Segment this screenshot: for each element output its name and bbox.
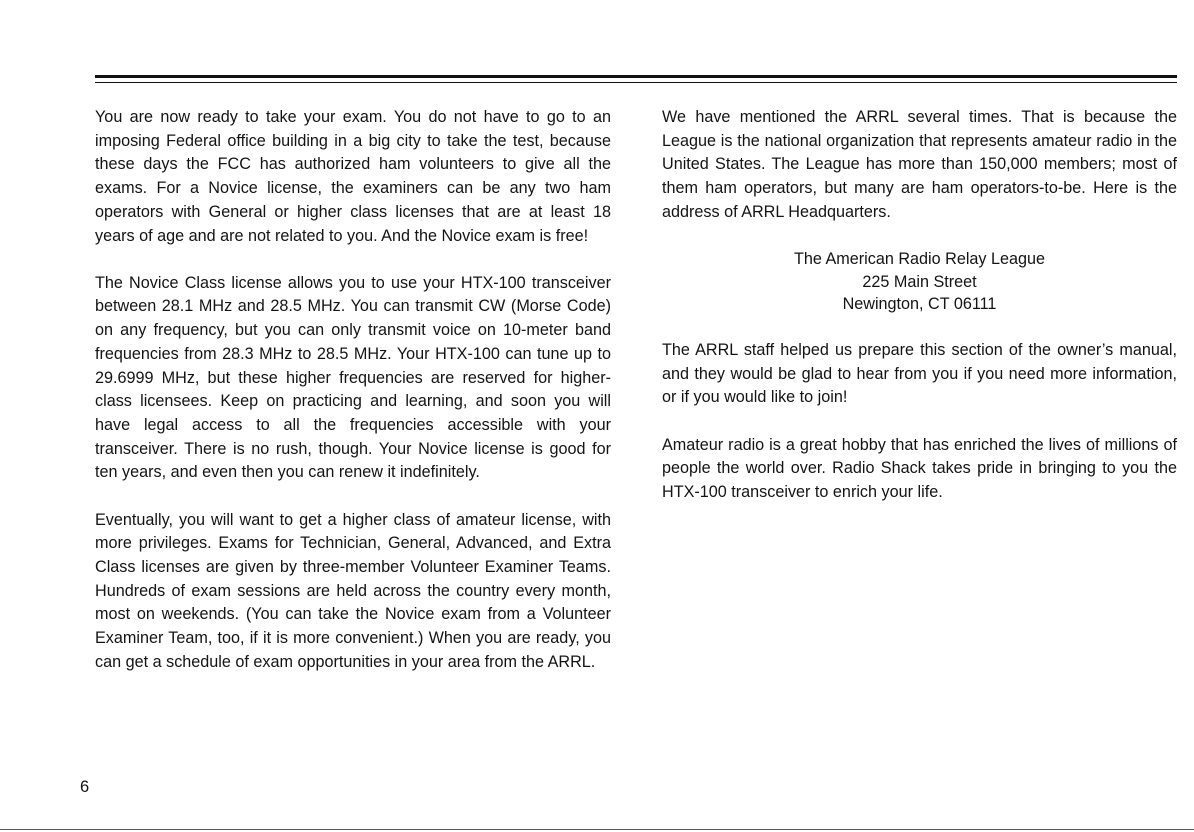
header-rule-thick [95,75,1177,78]
paragraph-arrl-staff: The ARRL staff helped us prepare this section of the owner’s manual, and they would be glad to hear from you if you need more information, or if you would like to join! [662,341,1177,407]
paragraph-closing: Amateur radio is a great hobby that has enriched the lives of millions of people the world over. Radio Shack takes pride in bringing to you the HTX-100 transceiver to enrich your life. [662,435,1177,502]
address-line-city: Newington, CT 06111 [842,295,997,314]
arrl-address [662,248,1177,316]
left-column [95,106,611,698]
bottom-edge-rule [0,829,1194,830]
paragraph-arrl-intro: We have mentioned the ARRL several times. That is because the League is the national organization that represents amateur radio in the United States. The League has more than 150,000 members; most of them ham operators, but many are ham operators-to-be. Here is the address of ARRL Headquarters. [662,108,1177,221]
address-line-street: 225 Main Street [862,272,977,291]
right-column [662,106,1177,528]
address-line-name: The American Radio Relay League [793,250,1046,269]
paragraph-higher-class: Eventually, you will want to get a higher class of amateur license, with more privileges. Exams for Technician, General, Advanced, and Extra Class licenses are given by three-member Volunteer Examiner Teams. Hundreds of exam sessions are held across the country every month, most on weekends. (You can take the Novice exam from a Volunteer Examiner Team, too, if it is more convenient.) When you are ready, you can get a schedule of exam opportunities in your area from the ARRL. [95,510,611,671]
header-rule-thin [95,82,1177,83]
page-number: 6 [80,778,90,796]
paragraph-novice-license: The Novice Class license allows you to use your HTX-100 transceiver between 28.1 MHz and 28.5 MHz. You can transmit CW (Morse Code) on any frequency, but you can only transmit voice on 10-meter band frequencies from 28.3 MHz to 28.5 MHz. Your HTX-100 can tune up to 29.6999 MHz, but these higher frequencies are reserved for higher-class licensees. Keep on practicing and learning, and soon you will have legal access to all the frequencies accessible with your transceiver. There is no rush, though. Your Novice license is good for ten years, and even then you can renew it indefinitely. [95,273,611,482]
paragraph-exam-intro: You are now ready to take your exam. You do not have to go to an imposing Federal office building in a big city to take the test, because these days the FCC has authorized ham volunteers to give all the exams. For a Novice license, the examiners can be any two ham operators with General or higher class licenses that are at least 18 years of age and are not related to you. And the Novice exam is free! [95,108,611,245]
